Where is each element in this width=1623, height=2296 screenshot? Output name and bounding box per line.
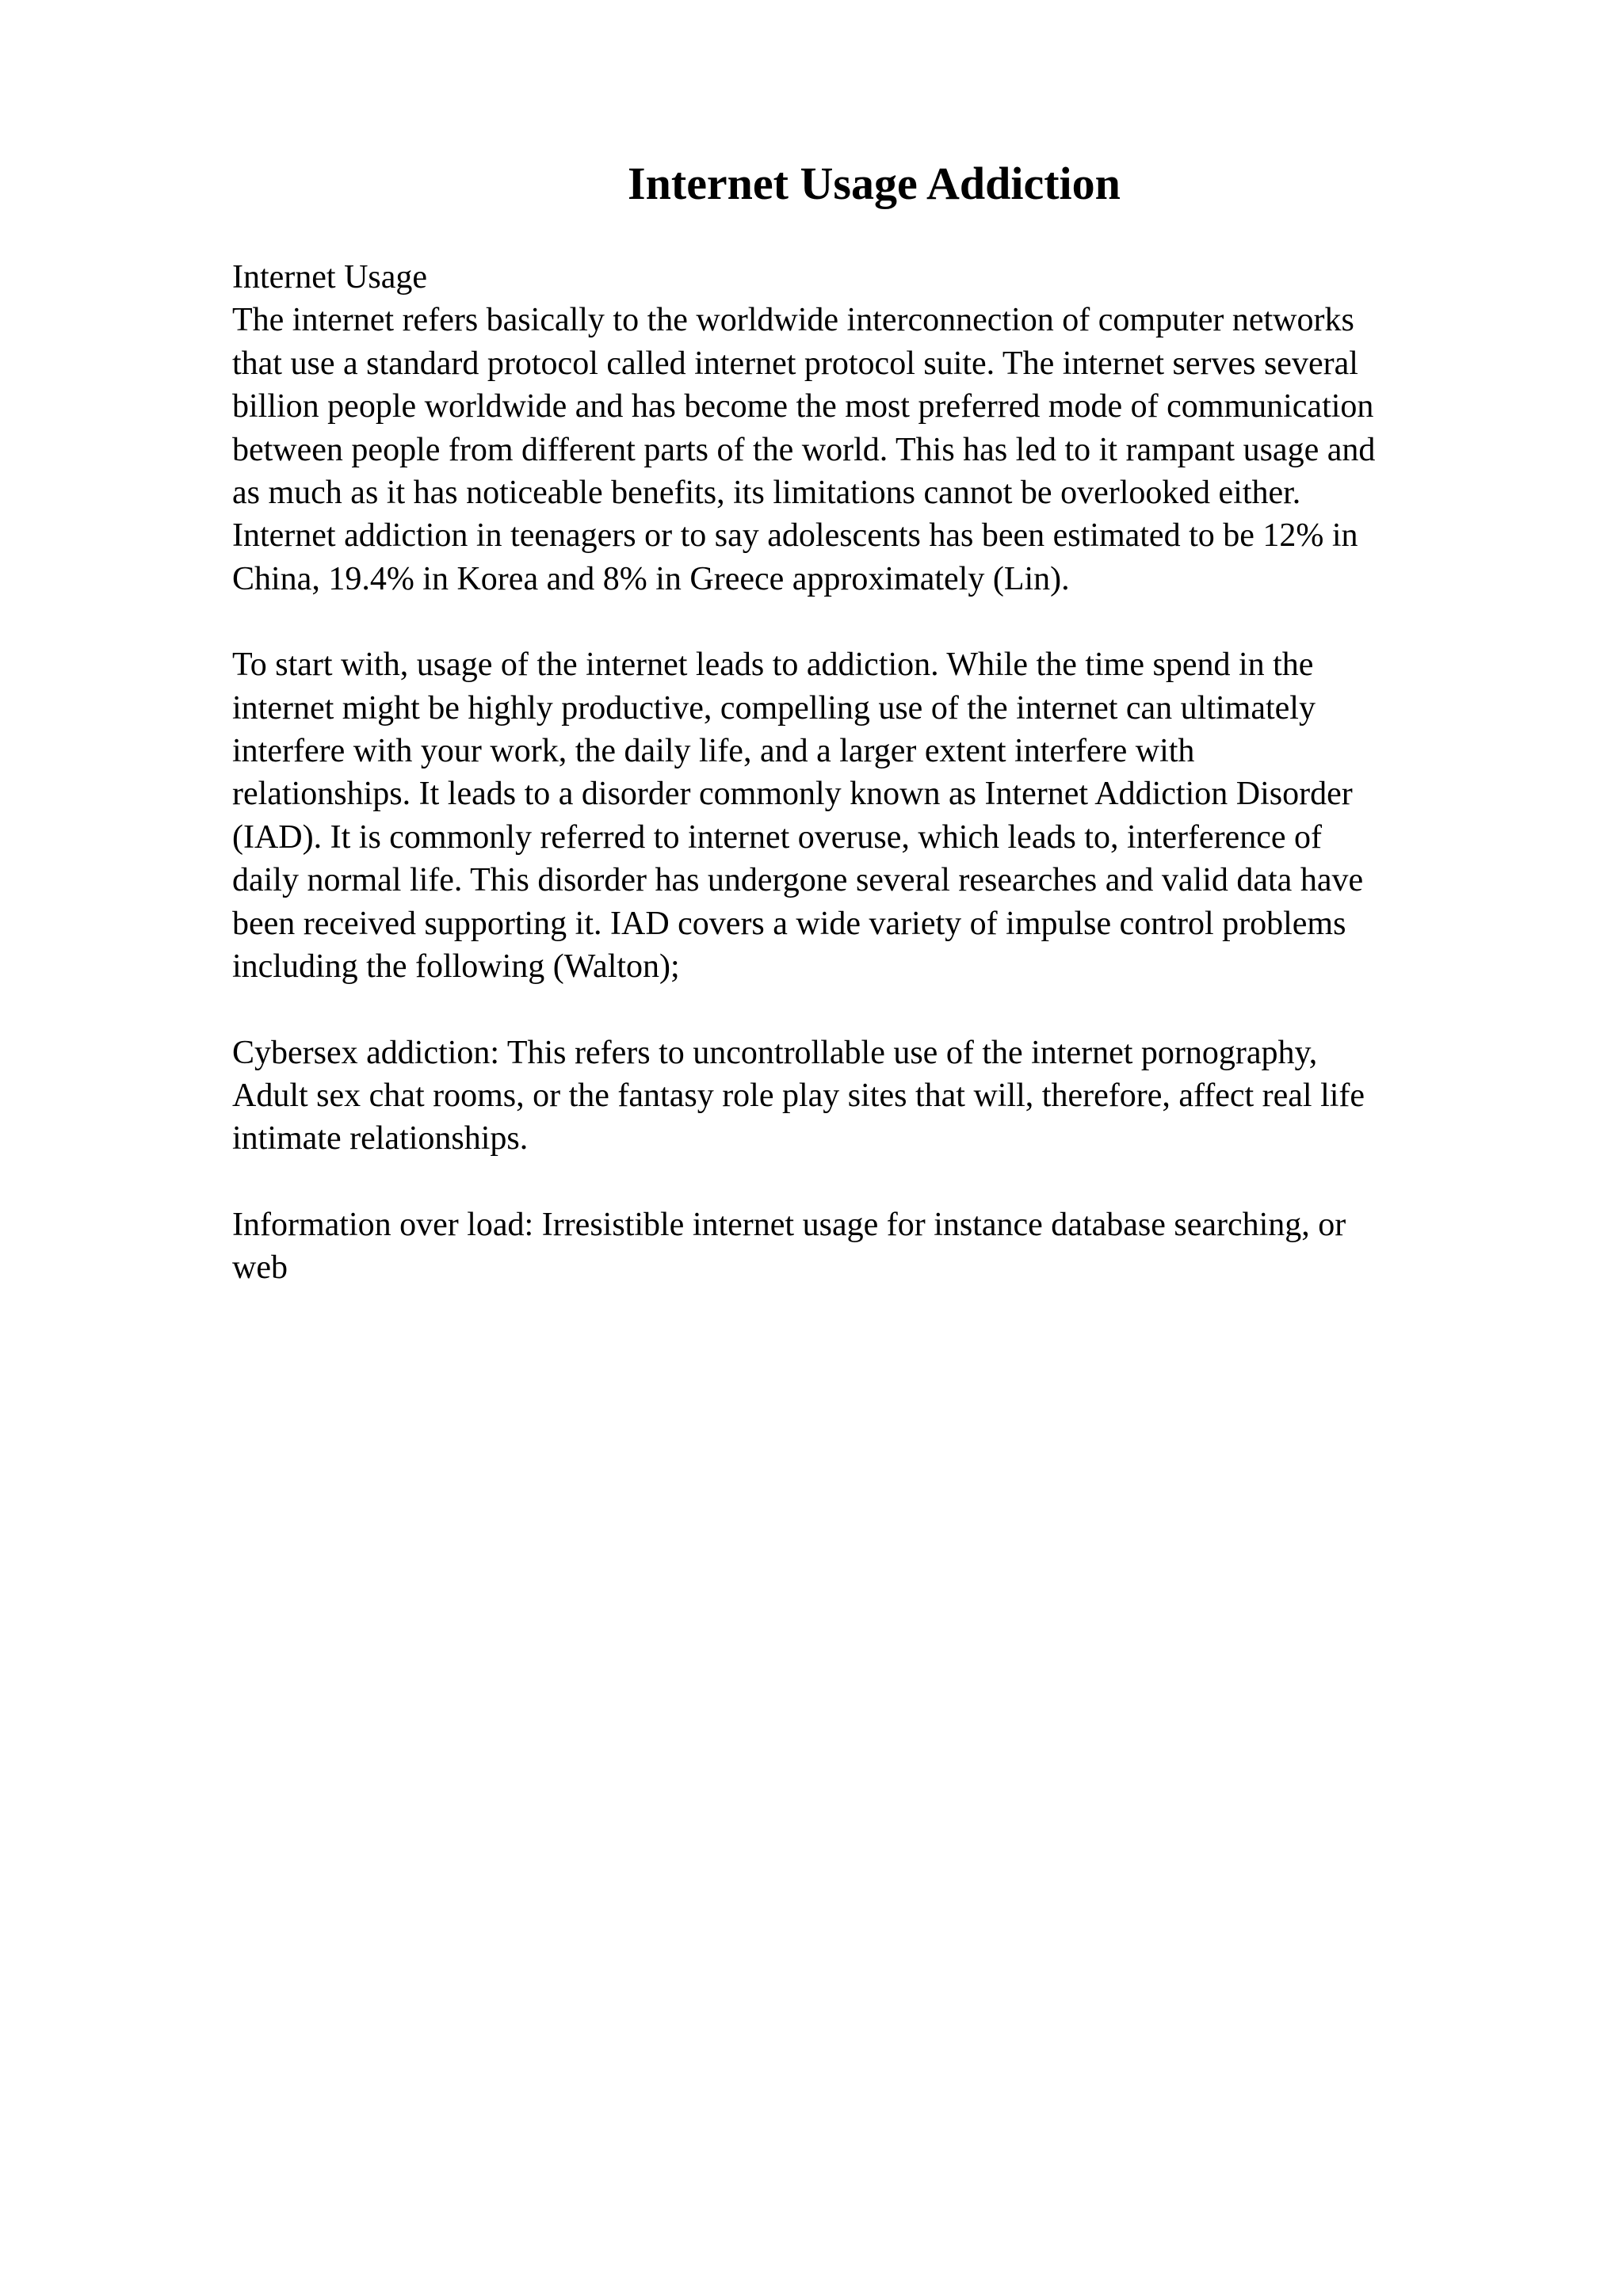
paragraph bbox=[232, 643, 1516, 988]
paragraph bbox=[232, 256, 1516, 601]
paragraph-list bbox=[232, 256, 1516, 1290]
text-line: China, 19.4% in Korea and 8% in Greece approximately (Lin). bbox=[232, 560, 1070, 597]
text-line: The internet refers basically to the worldwide interconnection of computer networks bbox=[232, 302, 1354, 339]
text-line: internet might be highly productive, compelling use of the internet can ultimately bbox=[232, 689, 1316, 727]
paragraph bbox=[232, 1203, 1516, 1290]
text-line: relationships. It leads to a disorder commonly known as Internet Addiction Disorder bbox=[232, 776, 1353, 813]
text-line: as much as it has noticeable benefits, its limitations cannot be overlooked either. bbox=[232, 475, 1301, 512]
text-line: (IAD). It is commonly referred to internet overuse, which leads to, interference of bbox=[232, 818, 1322, 856]
text-line: Cybersex addiction: This refers to uncontrollable use of the internet pornography, bbox=[232, 1034, 1318, 1071]
text-line: Internet Usage bbox=[232, 259, 428, 296]
document-title bbox=[232, 147, 1516, 220]
text-line: web bbox=[232, 1249, 288, 1287]
paragraph bbox=[232, 1032, 1516, 1161]
text-line: that use a standard protocol called internet protocol suite. The internet serves several bbox=[232, 345, 1358, 382]
text-line: billion people worldwide and has become the most preferred mode of communication bbox=[232, 388, 1374, 425]
text-line: been received supporting it. IAD covers a wide variety of impulse control problems bbox=[232, 905, 1346, 942]
document-body bbox=[232, 147, 1516, 1333]
text-line: Information over load: Irresistible internet usage for instance database searching, or bbox=[232, 1206, 1346, 1243]
text-line: Internet addiction in teenagers or to say adolescents has been estimated to be 12% in bbox=[232, 517, 1358, 555]
title-text: Internet Usage Addiction bbox=[628, 158, 1121, 209]
text-line: including the following (Walton); bbox=[232, 948, 680, 986]
text-line: between people from different parts of the world. This has led to it rampant usage and bbox=[232, 431, 1376, 468]
text-line: interfere with your work, the daily life, and a larger extent interfere with bbox=[232, 733, 1195, 770]
text-line: intimate relationships. bbox=[232, 1120, 529, 1158]
text-line: daily normal life. This disorder has undergone several researches and valid data have bbox=[232, 862, 1364, 899]
text-line: Adult sex chat rooms, or the fantasy role play sites that will, therefore, affect real life bbox=[232, 1077, 1365, 1114]
text-line: To start with, usage of the internet leads to addiction. While the time spend in the bbox=[232, 646, 1314, 684]
